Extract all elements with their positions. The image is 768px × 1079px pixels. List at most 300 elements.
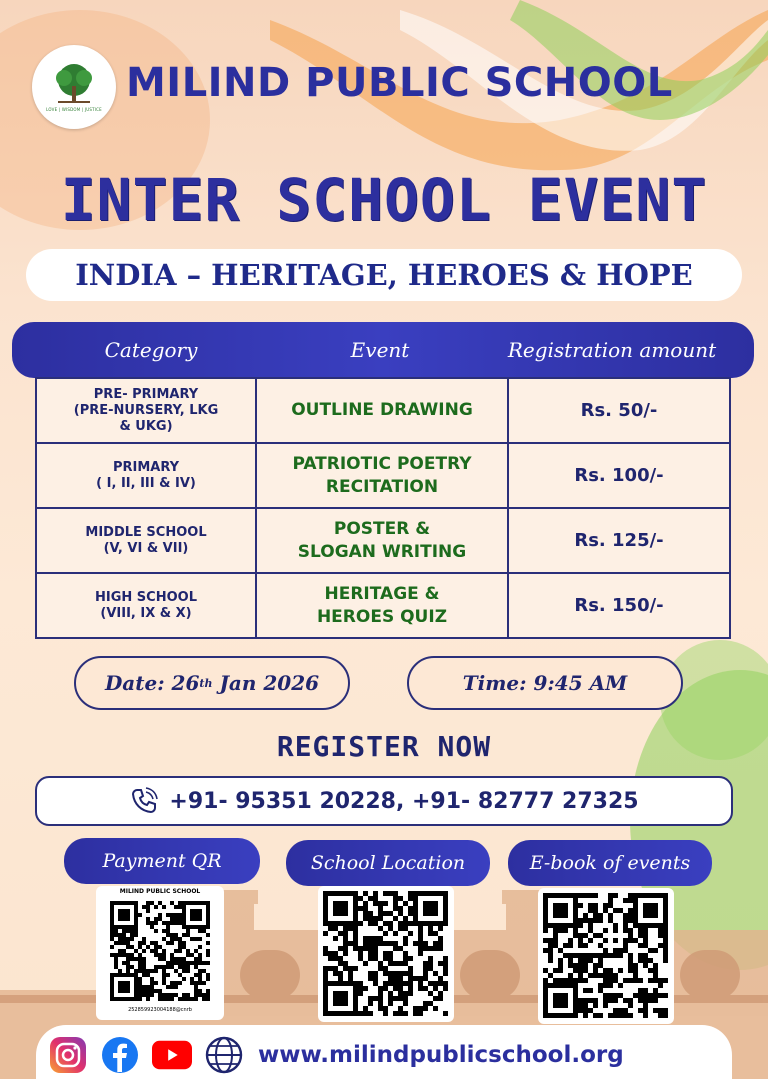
qr-module (110, 945, 114, 949)
qr-module (166, 993, 170, 997)
event-line: PATRIOTIC POETRY (292, 453, 472, 474)
qr-module (328, 966, 333, 971)
qr-module (363, 936, 368, 941)
qr-module (178, 957, 182, 961)
qr-module (333, 956, 338, 961)
qr-module (638, 943, 643, 948)
ebook-qr-card[interactable] (538, 888, 674, 1024)
qr-module (122, 933, 126, 937)
qr-module (158, 913, 162, 917)
qr-module (588, 928, 593, 933)
qr-module (583, 918, 588, 923)
qr-module (186, 933, 190, 937)
qr-module (146, 917, 150, 921)
qr-module (383, 951, 388, 956)
qr-module (328, 956, 333, 961)
qr-module (174, 937, 178, 941)
amount-cell: Rs. 100/- (508, 443, 730, 508)
qr-module (170, 937, 174, 941)
qr-module (194, 997, 198, 1001)
qr-module (648, 948, 653, 953)
qr-module (146, 909, 150, 913)
qr-module (593, 903, 598, 908)
event-line: HERITAGE & (324, 583, 440, 604)
qr-module (543, 928, 548, 933)
qr-module (198, 961, 202, 965)
qr-module (178, 965, 182, 969)
qr-module (623, 943, 628, 948)
qr-module (608, 1013, 613, 1018)
qr-module (126, 961, 130, 965)
qr-module (378, 996, 383, 1001)
qr-module (428, 981, 433, 986)
qr-module (146, 905, 150, 909)
qr-module (608, 918, 613, 923)
qr-module (182, 993, 186, 997)
qr-module (648, 978, 653, 983)
qr-module (618, 1013, 623, 1018)
event-table (35, 377, 731, 639)
category-line: PRE- PRIMARY (93, 386, 199, 402)
qr-module (190, 981, 194, 985)
qr-module (170, 985, 174, 989)
qr-module (122, 941, 126, 945)
qr-module (423, 946, 428, 951)
qr-module (158, 917, 162, 921)
category-line: (VIII, IX & X) (100, 605, 192, 621)
qr-module (398, 921, 403, 926)
qr-module (174, 921, 178, 925)
qr-module (598, 913, 603, 918)
qr-module (134, 949, 138, 953)
qr-module (170, 981, 174, 985)
qr-module (122, 953, 126, 957)
qr-module (588, 973, 593, 978)
qr-module (613, 948, 618, 953)
qr-module (170, 901, 174, 905)
globe-icon[interactable] (204, 1035, 244, 1075)
qr-module (593, 973, 598, 978)
qr-module (653, 948, 658, 953)
qr-module (433, 981, 438, 986)
qr-module (583, 978, 588, 983)
qr-module (198, 945, 202, 949)
qr-module (174, 933, 178, 937)
phone-icon (129, 786, 159, 816)
qr-module (613, 978, 618, 983)
qr-module (588, 908, 593, 913)
qr-module (643, 993, 648, 998)
qr-module (628, 963, 633, 968)
qr-module (146, 945, 150, 949)
qr-module (598, 988, 603, 993)
qr-module (393, 986, 398, 991)
qr-module (368, 1001, 373, 1006)
qr-module (398, 971, 403, 976)
qr-module (190, 997, 194, 1001)
qr-module (158, 957, 162, 961)
qr-module (122, 949, 126, 953)
qr-module (146, 973, 150, 977)
qr-module (338, 976, 343, 981)
qr-module (166, 973, 170, 977)
qr-module (114, 933, 118, 937)
qr-module (548, 948, 553, 953)
qr-module (363, 1006, 368, 1011)
qr-module (603, 998, 608, 1003)
qr-module (353, 926, 358, 931)
qr-module (593, 908, 598, 913)
qr-module (543, 938, 548, 943)
qr-module (628, 928, 633, 933)
facebook-icon[interactable] (100, 1035, 140, 1075)
qr-module (170, 941, 174, 945)
payment-qr-code[interactable] (98, 895, 222, 1007)
qr-module (568, 938, 573, 943)
qr-module (648, 968, 653, 973)
event-line: HEROES QUIZ (316, 606, 448, 627)
qr-module (638, 933, 643, 938)
qr-module (393, 896, 398, 901)
qr-module (138, 993, 142, 997)
date-badge (74, 656, 350, 710)
qr-module (628, 953, 633, 958)
qr-module (142, 965, 146, 969)
qr-module (368, 956, 373, 961)
qr-module (368, 976, 373, 981)
qr-module (638, 953, 643, 958)
qr-module (134, 933, 138, 937)
qr-module (146, 989, 150, 993)
qr-module (373, 896, 378, 901)
qr-module (653, 993, 658, 998)
qr-module (178, 945, 182, 949)
qr-module (178, 997, 182, 1001)
qr-module (438, 941, 443, 946)
qr-module (563, 943, 568, 948)
qr-module (353, 941, 358, 946)
qr-module (348, 966, 353, 971)
school-location-label: School Location (286, 840, 490, 886)
qr-module (658, 1008, 663, 1013)
qr-module (383, 911, 388, 916)
qr-module (403, 991, 408, 996)
qr-module (613, 998, 618, 1003)
qr-module (368, 896, 373, 901)
qr-module (142, 985, 146, 989)
theme-banner (26, 249, 742, 301)
qr-module (613, 908, 618, 913)
qr-module (373, 971, 378, 976)
qr-module (433, 941, 438, 946)
qr-module (588, 893, 593, 898)
qr-module (578, 918, 583, 923)
qr-module (613, 993, 618, 998)
qr-module (198, 937, 202, 941)
qr-module (418, 946, 423, 951)
qr-module (130, 937, 134, 941)
qr-module (154, 905, 158, 909)
qr-finder-pattern (423, 901, 438, 916)
qr-module (134, 969, 138, 973)
phone-contact[interactable] (35, 776, 733, 826)
qr-module (368, 1011, 373, 1016)
qr-module (130, 929, 134, 933)
website-link[interactable]: www.milindpublicschool.org (258, 1042, 624, 1068)
event-cell (256, 508, 508, 573)
youtube-icon[interactable] (152, 1035, 192, 1075)
qr-module (543, 948, 548, 953)
qr-module (378, 926, 383, 931)
qr-module (190, 961, 194, 965)
qr-module (588, 953, 593, 958)
qr-module (338, 956, 343, 961)
qr-module (663, 1013, 668, 1018)
qr-module (663, 978, 668, 983)
qr-module (323, 951, 328, 956)
qr-finder-pattern (118, 981, 130, 993)
location-qr-code[interactable] (318, 886, 454, 1022)
qr-module (578, 978, 583, 983)
qr-module (383, 986, 388, 991)
qr-module (633, 963, 638, 968)
event-line: RECITATION (325, 476, 439, 497)
qr-module (593, 1003, 598, 1008)
qr-module (343, 946, 348, 951)
qr-module (194, 965, 198, 969)
qr-module (158, 989, 162, 993)
qr-module (578, 963, 583, 968)
qr-module (166, 933, 170, 937)
amount-cell: Rs. 125/- (508, 508, 730, 573)
tree-icon (50, 62, 98, 106)
qr-module (358, 946, 363, 951)
qr-module (398, 961, 403, 966)
qr-module (206, 949, 210, 953)
qr-module (578, 938, 583, 943)
qr-module (573, 928, 578, 933)
qr-module (418, 986, 423, 991)
qr-module (558, 948, 563, 953)
qr-module (368, 916, 373, 921)
qr-module (603, 948, 608, 953)
qr-module (393, 1011, 398, 1016)
qr-module (623, 918, 628, 923)
qr-module (388, 926, 393, 931)
qr-module (578, 923, 583, 928)
qr-module (170, 957, 174, 961)
qr-module (178, 901, 182, 905)
qr-module (423, 1006, 428, 1011)
qr-module (608, 978, 613, 983)
qr-module (608, 893, 613, 898)
qr-module (583, 1003, 588, 1008)
qr-module (613, 923, 618, 928)
qr-module (368, 996, 373, 1001)
qr-module (593, 1013, 598, 1018)
qr-module (363, 901, 368, 906)
qr-module (126, 965, 130, 969)
qr-module (628, 913, 633, 918)
event-cell (256, 378, 508, 443)
qr-module (158, 965, 162, 969)
qr-module (186, 993, 190, 997)
qr-module (190, 953, 194, 957)
qr-module (548, 958, 553, 963)
qr-module (178, 949, 182, 953)
qr-module (563, 953, 568, 958)
qr-module (653, 988, 658, 993)
qr-module (628, 1003, 633, 1008)
qr-module (202, 981, 206, 985)
qr-module (178, 921, 182, 925)
qr-module (403, 921, 408, 926)
qr-module (178, 981, 182, 985)
qr-module (628, 938, 633, 943)
qr-module (338, 971, 343, 976)
qr-module (428, 926, 433, 931)
qr-module (603, 1003, 608, 1008)
qr-module (443, 961, 448, 966)
qr-module (166, 985, 170, 989)
qr-module (198, 957, 202, 961)
qr-module (393, 931, 398, 936)
qr-module (633, 993, 638, 998)
qr-module (638, 988, 643, 993)
phone-numbers: +91- 95351 20228, +91- 82777 27325 (169, 788, 639, 814)
ebook-qr-code[interactable] (538, 888, 674, 1024)
qr-module (583, 1013, 588, 1018)
qr-module (428, 966, 433, 971)
payment-qr-label: Payment QR (64, 838, 260, 884)
qr-module (150, 901, 154, 905)
amount-cell: Rs. 50/- (508, 378, 730, 443)
header-category: Category (104, 338, 198, 362)
qr-module (408, 986, 413, 991)
qr-module (393, 906, 398, 911)
qr-module (588, 938, 593, 943)
qr-module (603, 908, 608, 913)
qr-module (588, 958, 593, 963)
qr-module (558, 963, 563, 968)
qr-module (383, 901, 388, 906)
qr-module (608, 983, 613, 988)
qr-module (618, 953, 623, 958)
qr-module (198, 977, 202, 981)
qr-finder-pattern (553, 993, 568, 1008)
qr-module (343, 961, 348, 966)
qr-module (378, 911, 383, 916)
qr-module (623, 913, 628, 918)
qr-module (166, 921, 170, 925)
qr-module (383, 931, 388, 936)
qr-finder-pattern (333, 991, 348, 1006)
qr-module (378, 916, 383, 921)
qr-module (166, 925, 170, 929)
qr-module (170, 913, 174, 917)
qr-module (663, 933, 668, 938)
qr-module (138, 981, 142, 985)
qr-module (373, 956, 378, 961)
qr-module (150, 977, 154, 981)
location-qr-card[interactable] (318, 886, 454, 1022)
qr-module (628, 958, 633, 963)
register-heading: REGISTER NOW (276, 730, 492, 763)
qr-module (588, 1008, 593, 1013)
qr-module (122, 929, 126, 933)
qr-module (162, 949, 166, 953)
qr-module (150, 941, 154, 945)
qr-module (388, 956, 393, 961)
qr-module (608, 913, 613, 918)
qr-module (438, 976, 443, 981)
qr-module (383, 1011, 388, 1016)
qr-module (433, 996, 438, 1001)
qr-module (373, 921, 378, 926)
qr-module (162, 973, 166, 977)
qr-module (388, 991, 393, 996)
qr-module (613, 938, 618, 943)
qr-module (438, 996, 443, 1001)
qr-module (423, 941, 428, 946)
qr-module (138, 913, 142, 917)
qr-module (438, 961, 443, 966)
qr-module (198, 973, 202, 977)
instagram-icon[interactable] (48, 1035, 88, 1075)
qr-module (408, 956, 413, 961)
category-cell (36, 378, 256, 443)
qr-module (658, 983, 663, 988)
qr-module (433, 971, 438, 976)
qr-module (138, 997, 142, 1001)
qr-module (403, 901, 408, 906)
qr-module (578, 1008, 583, 1013)
category-line: & UKG) (119, 418, 173, 434)
payment-qr-card[interactable] (96, 886, 224, 1020)
qr-module (648, 993, 653, 998)
qr-module (638, 928, 643, 933)
qr-module (603, 938, 608, 943)
qr-module (568, 953, 573, 958)
qr-module (378, 941, 383, 946)
qr-module (383, 966, 388, 971)
qr-module (134, 929, 138, 933)
qr-module (138, 985, 142, 989)
qr-module (583, 963, 588, 968)
qr-module (138, 953, 142, 957)
qr-module (142, 905, 146, 909)
qr-module (608, 968, 613, 973)
qr-module (563, 928, 568, 933)
qr-module (593, 893, 598, 898)
date-suffix: Jan 2026 (212, 671, 320, 695)
qr-module (553, 943, 558, 948)
qr-module (142, 949, 146, 953)
qr-module (138, 961, 142, 965)
qr-module (150, 985, 154, 989)
qr-module (206, 933, 210, 937)
qr-module (118, 941, 122, 945)
qr-module (598, 963, 603, 968)
qr-module (638, 958, 643, 963)
qr-module (206, 941, 210, 945)
qr-module (174, 949, 178, 953)
qr-module (433, 946, 438, 951)
qr-module (558, 928, 563, 933)
qr-module (403, 1001, 408, 1006)
qr-module (338, 961, 343, 966)
qr-module (378, 906, 383, 911)
